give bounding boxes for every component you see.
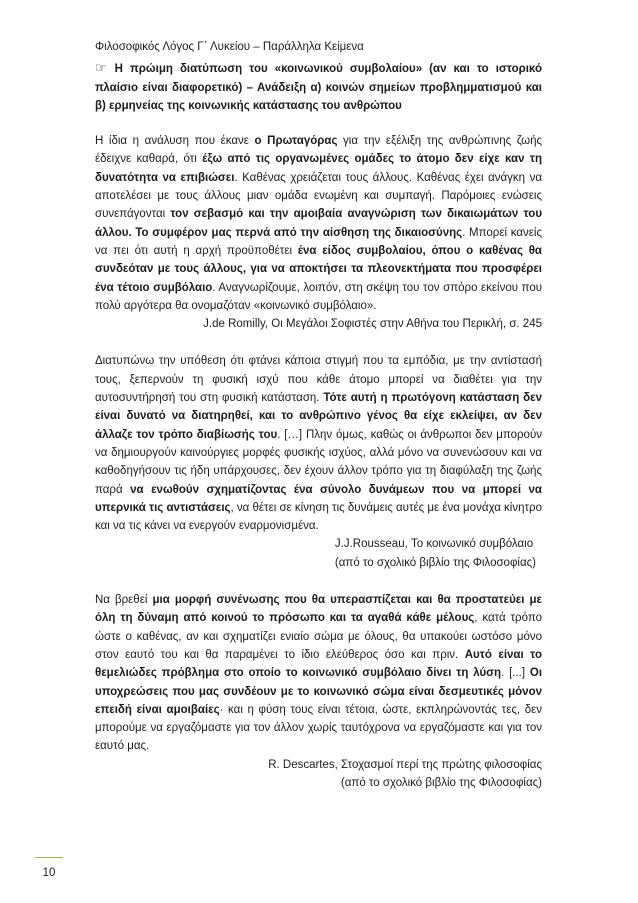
citation-source-line: (από το σχολικό βιβλίο της Φιλοσοφίας) — [340, 776, 542, 789]
text-run: Διατυπώνω την υπόθεση ότι φτάνει κάποια στιγμή που τα εμπόδια, με την αντίστασή τους, ξεπερνούν τη φυσική ισχύ που κάθε άτομο μπορεί να διαθέτει για την αυτοσυντήρησή του στη φυσική κατάσταση. — [95, 355, 542, 405]
citation-block — [335, 535, 536, 572]
bold-text-run: Αυτό είναι το θεμελιώδες πρόβλημα στο οποίο το κοινωνικό συμβόλαιο δίνει τη λύση — [95, 648, 542, 680]
text-run: . Μπορεί κανείς να πει ότι αυτή η αρχή προϋποθέτει — [95, 226, 542, 257]
excerpt-paragraph — [95, 352, 542, 535]
text-run: . Καθένας χρειάζεται τους άλλους. Καθένας έχει ανάγκη να αποτελέσει με τους άλλους μιαν ομάδα ενωμένη και συμπαγή. Παρόμοιες ενώσεις συνεπάγονται — [95, 171, 542, 221]
bold-text-run: ο Πρωταγόρας — [254, 135, 338, 148]
bold-text-run: τον σεβασμό και την αμοιβαία αναγνώριση των δικαιωμάτων του άλλου. Το συμφέρον μας περνά από την αίσθηση της δικαιοσύνης — [95, 208, 543, 239]
citation-line: R. Descartes, Στοχασμοί περί της πρώτης φιλοσοφίας — [268, 758, 542, 771]
page-content — [95, 38, 542, 792]
text-run: Να βρεθεί — [95, 594, 153, 607]
text-run: , να θέτει σε κίνηση τις δυνάμεις αυτές με ένα μονάχα κίνητρο και να τις κάνει να ενεργούν εναρμονισμένα. — [95, 501, 542, 533]
citation-source-line: (από το σχολικό βιβλίο της Φιλοσοφίας) — [334, 556, 536, 569]
bold-text-run: μια μορφή συνένωσης που θα υπερασπίζεται και θα προστατεύει με όλη τη δύναμη από κοινού το πρόσωπο και τα αγαθά κάθε μέλους — [95, 594, 542, 625]
text-run: . [...] — [501, 667, 530, 680]
text-run: Η ίδια η ανάλυση που έκανε — [95, 135, 255, 148]
text-run: , κατά τρόπο ώστε ο καθένας, αν και σχηματίζει ενιαίο σώμα με όλους, θα υπακούει ωστόσο μόνο στον εαυτό του και θα παραμένει το ίδιο ελεύθερος όσο και πριν. — [95, 612, 542, 661]
text-run: . Αναγνωρίζουμε, λοιπόν, στη σκέψη του τον σπόρο εκείνου που πολύ αργότερα θα ονομαζόταν «κοινωνικό συμβόλαιο». — [95, 281, 543, 312]
excerpt-descartes — [95, 591, 542, 792]
excerpt-romilly — [95, 132, 542, 333]
pointing-hand-icon: ☞ — [95, 61, 107, 77]
section-heading-text: Η πρώιμη διατύπωση του «κοινωνικού συμβολαίου» (αν και το ιστορικό πλαίσιο είναι διαφορετικό) – Ανάδειξη α) κοινών σημείων προβλημματισμού και β) ερμηνείας της κοινωνικής κατάστασης του ανθρώπου — [95, 63, 542, 112]
bold-text-run: να ενωθούν σχηματίζοντας ένα σύνολο δυνάμεων που να μπορεί να υπερνικά τις αντιστάσεις — [95, 483, 543, 514]
excerpt-rousseau — [95, 352, 542, 572]
running-header: Φιλοσοφικός Λόγος Γ΄ Λυκείου – Παράλληλα Κείμενα — [95, 41, 364, 53]
text-run: . […] Πλην όμως, καθώς οι άνθρωποι δεν μπορούν να δημιουργούν καινούργιες μορφές φυσικής ισχύος, αλλά μόνο να συνενώσουν και να καθοδηγήσουν τις ήδη υπάρχουσες, δεν έχουν άλλον τρόπο για τη διαφύλαξη της ζωής παρά — [95, 428, 542, 496]
section-heading — [95, 60, 542, 115]
footer-rule — [35, 857, 63, 858]
page-footer — [35, 857, 63, 882]
citation-line: J.de Romilly, Οι Μεγάλοι Σοφιστές στην Αθήνα του Περικλή, σ. 245 — [203, 318, 542, 331]
excerpt-paragraph — [95, 132, 542, 315]
bold-text-run: Τότε αυτή η πρωτόγονη κατάσταση δεν είναι δυνατό να διατηρηθεί, και το ανθρώπινο γένος θα είχε εκλείψει, αν δεν άλλαζε τον τρόπο διαβίωσής του — [95, 392, 542, 441]
text-run: · και η φύση τους είναι τέτοια, ώστε, εκπληρώνοντάς τες, δεν μπορούμε να εργαζόμαστε για τον άλλον χωρίς ταυτόχρονα να εργαζόμαστε και για τον εαυτό μας. — [95, 703, 542, 753]
bold-text-run: έξω από τις οργανωμένες ομάδες το άτομο δεν είχε καν τη δυνατότητα να επιβιώσει — [95, 153, 542, 184]
bold-text-run: ένα είδος συμβολαίου, όπου ο καθένας θα συνδεόταν με τους άλλους, για να αποκτήσει τα πλεονεκτήματα που προσφέρει ένα τέτοιο συμβόλαιο — [95, 244, 542, 294]
bold-text-run: Οι υποχρεώσεις που μας συνδέουν με το κοινωνικό σώμα είναι δεσμευτικές μόνον επειδή είναι αμοιβαίες — [95, 667, 543, 716]
page-number: 10 — [42, 867, 56, 879]
excerpt-paragraph — [95, 591, 542, 756]
text-run: για την εξέλιξη της ανθρώπινης ζωής έδειχνε καθαρά, ότι — [95, 135, 543, 166]
citation-line: J.J.Rousseau, Το κοινωνικό συμβόλαιο — [334, 538, 534, 551]
